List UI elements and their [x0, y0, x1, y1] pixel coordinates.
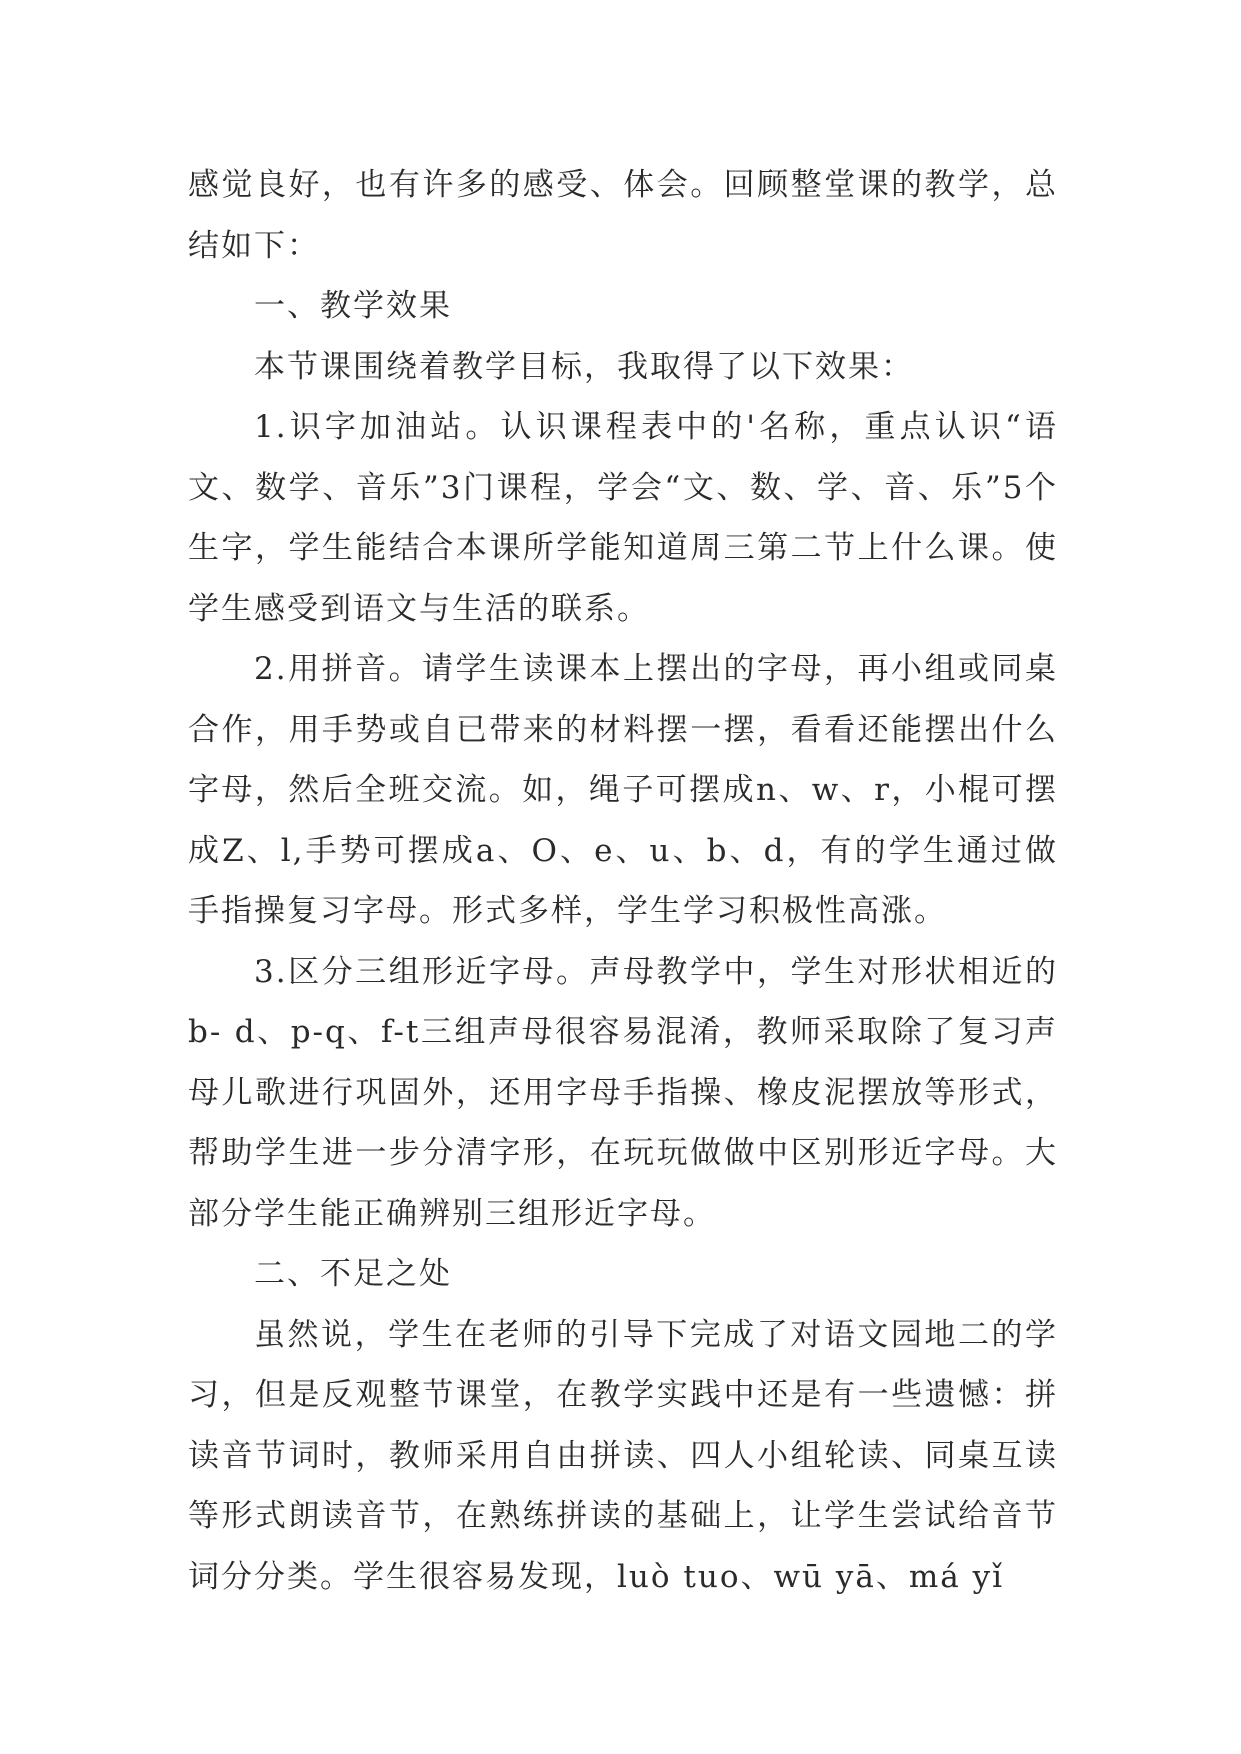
paragraph-intro-continuation: 感觉良好，也有许多的感受、体会。回顾整堂课的教学，总结如下： [188, 167, 1058, 264]
paragraph-point-2: 2.用拼音。请学生读课本上摆出的字母，再小组或同桌合作，用手势或自已带来的材料摆一摆，看看还能摆出什么字母，然后全班交流。如，绳子可摆成n、w、r，小棍可摆成Z、l,手势可摆成a、O、e、u、b、d，有的学生通过做手指操复习字母。形式多样，学生学习积极性高涨。 [188, 651, 1058, 929]
heading-teaching-effects: 一、教学效果 [254, 288, 452, 324]
document-body [188, 155, 1058, 1607]
paragraph-shortcomings: 虽然说，学生在老师的引导下完成了对语文园地二的学习，但是反观整节课堂，在教学实践中还是有一些遗憾：拼读音节词时，教师采用自由拼读、四人小组轮读、同桌互读等形式朗读音节，在熟练拼读的基础上，让学生尝试给音节词分分类。学生很容易发现，luò tuo、wū yā、má yǐ [188, 1316, 1058, 1595]
paragraph-point-1: 1.识字加油站。认识课程表中的'名称，重点认识“语文、数学、音乐”3门课程，学会“文、数、学、音、乐”5个生字，学生能结合本课所学能知道周三第二节上什么课。使学生感受到语文与生活的联系。 [188, 409, 1058, 627]
heading-shortcomings: 二、不足之处 [254, 1256, 452, 1292]
paragraph-effects-intro: 本节课围绕着教学目标，我取得了以下效果： [254, 348, 914, 385]
paragraph-point-3: 3.区分三组形近字母。声母教学中，学生对形状相近的b- d、p-q、f-t三组声母很容易混淆，教师采取除了复习声母儿歌进行巩固外，还用字母手指操、橡皮泥摆放等形式，帮助学生进一步分清字形，在玩玩做做中区别形近字母。大部分学生能正确辨别三组形近字母。 [188, 953, 1058, 1232]
